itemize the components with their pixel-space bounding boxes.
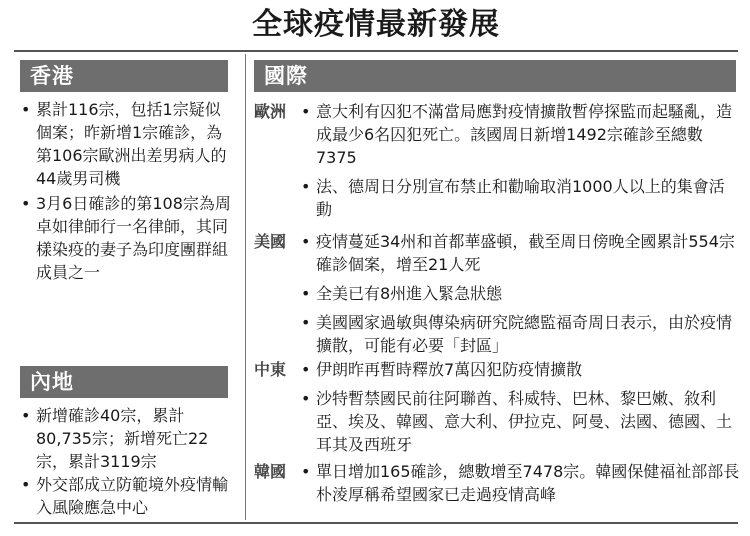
region-label: 歐洲 xyxy=(254,102,287,121)
list-item: • 伊朗昨再暫時釋放7萬囚犯防疫情擴散 xyxy=(301,360,583,379)
bullet-icon: • xyxy=(301,284,311,303)
list-item: • 意大利有囚犯不滿當局應對疫情擴散暫停探監而起騷亂，造成最少6名囚犯死亡。該國周日新增1492宗確診至總數7375 xyxy=(301,102,733,167)
bullet-icon: • xyxy=(301,102,311,121)
list-item: • 3月6日確診的第108宗為周卓如律師行一名律師，其同樣染疫的妻子為印度團群組成員之一 xyxy=(21,194,231,282)
list-item: • 沙特暫禁國民前往阿聯酋、科威特、巴林、黎巴嫩、敘利亞、埃及、韓國、意大利、伊拉克、阿曼、法國、德國、土耳其及西班牙 xyxy=(301,389,733,454)
hong-kong-heading: 香港 xyxy=(20,60,228,92)
hong-kong-list xyxy=(20,98,234,286)
bullet-icon: • xyxy=(21,406,31,425)
region-list xyxy=(300,358,740,462)
bullet-icon: • xyxy=(21,100,31,119)
top-rule xyxy=(14,50,738,52)
bullet-icon: • xyxy=(301,360,311,379)
list-item: • 外交部成立防範境外疫情輸入風險應急中心 xyxy=(21,475,229,517)
region-list xyxy=(300,100,740,227)
bottom-rule xyxy=(14,522,738,524)
list-item: • 疫情蔓延34州和首都華盛頓，截至周日傍晚全國累計554宗確診個案，增至21人死 xyxy=(301,232,735,274)
list-item: • 美國國家過敏與傳染病研究院總監福奇周日表示，由於疫情擴散，可能有必要「封區」 xyxy=(301,313,733,355)
list-item: • 法、德周日分別宣布禁止和勸喻取消1000人以上的集會活動 xyxy=(301,177,725,219)
bullet-icon: • xyxy=(301,232,311,251)
column-divider xyxy=(245,54,246,520)
bullet-icon: • xyxy=(301,462,311,481)
mainland-list xyxy=(20,404,234,519)
international-heading: 國際 xyxy=(254,60,736,92)
region-label: 中東 xyxy=(254,360,287,379)
bullet-icon: • xyxy=(301,177,311,196)
region-label: 韓國 xyxy=(254,462,287,481)
news-panel xyxy=(14,0,738,526)
bullet-icon: • xyxy=(301,389,311,408)
mainland-heading: 內地 xyxy=(20,366,228,398)
list-item: • 累計116宗，包括1宗疑似個案；昨新增1宗確診，為第106宗歐洲出差男病人的44歲男司機 xyxy=(21,100,227,188)
list-item: • 全美已有8州進入緊急狀態 xyxy=(301,284,503,303)
list-item: • 單日增加165確診，總數增至7478宗。韓國保健福祉部部長朴淩厚稱希望國家已走過疫情高峰 xyxy=(301,462,740,504)
bullet-icon: • xyxy=(21,194,31,213)
list-item: • 新增確診40宗，累計80,735宗；新增死亡22宗，累計3119宗 xyxy=(21,406,209,471)
region-label: 美國 xyxy=(254,232,287,251)
page-title: 全球疫情最新發展 xyxy=(252,7,500,42)
bullet-icon: • xyxy=(21,475,31,494)
region-list xyxy=(300,460,740,512)
bullet-icon: • xyxy=(301,313,311,332)
region-list xyxy=(300,230,740,363)
